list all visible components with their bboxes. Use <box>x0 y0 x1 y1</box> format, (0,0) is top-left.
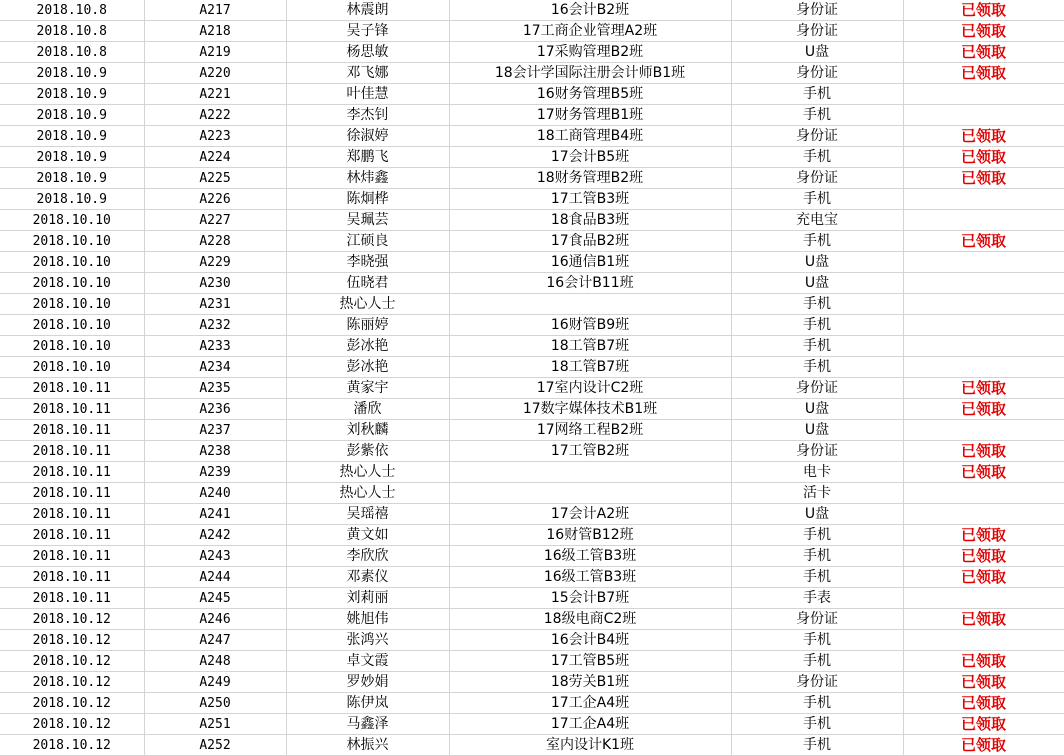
cell-name[interactable]: 陈丽婷 <box>286 315 449 336</box>
cell-code[interactable]: A237 <box>144 420 286 441</box>
cell-code[interactable]: A250 <box>144 693 286 714</box>
cell-date[interactable]: 2018.10.12 <box>0 630 144 651</box>
cell-status[interactable]: 已领取 <box>903 399 1064 420</box>
cell-class[interactable]: 18会计学国际注册会计师B1班 <box>449 63 731 84</box>
cell-status[interactable]: 已领取 <box>903 567 1064 588</box>
cell-item[interactable]: 手机 <box>731 147 903 168</box>
cell-code[interactable]: A233 <box>144 336 286 357</box>
cell-item[interactable]: U盘 <box>731 504 903 525</box>
cell-class[interactable]: 16财务管理B5班 <box>449 84 731 105</box>
cell-code[interactable]: A240 <box>144 483 286 504</box>
cell-code[interactable]: A225 <box>144 168 286 189</box>
cell-class[interactable]: 17网络工程B2班 <box>449 420 731 441</box>
cell-code[interactable]: A219 <box>144 42 286 63</box>
table-row <box>0 693 1064 714</box>
cell-item[interactable]: 电卡 <box>731 462 903 483</box>
cell-code[interactable]: A238 <box>144 441 286 462</box>
cell-status[interactable] <box>903 630 1064 651</box>
cell-item[interactable]: 手机 <box>731 651 903 672</box>
table-row <box>0 189 1064 210</box>
cell-name[interactable]: 彭冰艳 <box>286 336 449 357</box>
table-row <box>0 21 1064 42</box>
cell-status[interactable]: 已领取 <box>903 693 1064 714</box>
cell-item[interactable]: 手机 <box>731 693 903 714</box>
cell-name[interactable]: 热心人士 <box>286 483 449 504</box>
cell-date[interactable]: 2018.10.10 <box>0 315 144 336</box>
table-row <box>0 651 1064 672</box>
cell-code[interactable]: A223 <box>144 126 286 147</box>
cell-status[interactable]: 已领取 <box>903 126 1064 147</box>
cell-date[interactable]: 2018.10.12 <box>0 714 144 735</box>
cell-date[interactable]: 2018.10.9 <box>0 105 144 126</box>
cell-name[interactable]: 郑鹏飞 <box>286 147 449 168</box>
cell-name[interactable]: 李欣欣 <box>286 546 449 567</box>
cell-item[interactable]: 身份证 <box>731 63 903 84</box>
table-row <box>0 546 1064 567</box>
cell-code[interactable]: A224 <box>144 147 286 168</box>
table-row <box>0 0 1064 21</box>
table-row <box>0 714 1064 735</box>
cell-code[interactable]: A228 <box>144 231 286 252</box>
cell-code[interactable]: A241 <box>144 504 286 525</box>
cell-code[interactable]: A218 <box>144 21 286 42</box>
cell-item[interactable]: 手机 <box>731 546 903 567</box>
cell-name[interactable]: 杨思敏 <box>286 42 449 63</box>
cell-name[interactable]: 马鑫泽 <box>286 714 449 735</box>
cell-code[interactable]: A252 <box>144 735 286 756</box>
cell-status[interactable] <box>903 483 1064 504</box>
cell-date[interactable]: 2018.10.9 <box>0 189 144 210</box>
cell-status[interactable]: 已领取 <box>903 231 1064 252</box>
cell-class[interactable]: 18食品B3班 <box>449 210 731 231</box>
table-row <box>0 126 1064 147</box>
cell-date[interactable]: 2018.10.11 <box>0 462 144 483</box>
cell-status[interactable] <box>903 504 1064 525</box>
cell-item[interactable]: 手机 <box>731 567 903 588</box>
cell-date[interactable]: 2018.10.12 <box>0 609 144 630</box>
cell-status[interactable] <box>903 210 1064 231</box>
cell-date[interactable]: 2018.10.11 <box>0 567 144 588</box>
table-row <box>0 483 1064 504</box>
cell-code[interactable]: A251 <box>144 714 286 735</box>
cell-item[interactable]: 手表 <box>731 588 903 609</box>
cell-class[interactable]: 17工企A4班 <box>449 714 731 735</box>
cell-status[interactable]: 已领取 <box>903 609 1064 630</box>
cell-code[interactable]: A227 <box>144 210 286 231</box>
cell-date[interactable]: 2018.10.10 <box>0 210 144 231</box>
cell-date[interactable]: 2018.10.10 <box>0 336 144 357</box>
cell-date[interactable]: 2018.10.11 <box>0 525 144 546</box>
cell-item[interactable]: 手机 <box>731 525 903 546</box>
cell-name[interactable]: 刘秋麟 <box>286 420 449 441</box>
cell-status[interactable] <box>903 420 1064 441</box>
cell-status[interactable] <box>903 588 1064 609</box>
cell-date[interactable]: 2018.10.11 <box>0 588 144 609</box>
cell-status[interactable]: 已领取 <box>903 63 1064 84</box>
cell-item[interactable]: 身份证 <box>731 441 903 462</box>
cell-item[interactable]: 身份证 <box>731 168 903 189</box>
cell-date[interactable]: 2018.10.11 <box>0 420 144 441</box>
cell-name[interactable]: 热心人士 <box>286 462 449 483</box>
cell-class[interactable]: 15会计B7班 <box>449 588 731 609</box>
table-row <box>0 588 1064 609</box>
cell-code[interactable]: A222 <box>144 105 286 126</box>
table-row <box>0 168 1064 189</box>
cell-name[interactable]: 吴瑶禧 <box>286 504 449 525</box>
cell-code[interactable]: A230 <box>144 273 286 294</box>
cell-name[interactable]: 林振兴 <box>286 735 449 756</box>
cell-date[interactable]: 2018.10.8 <box>0 42 144 63</box>
cell-name[interactable]: 江硕良 <box>286 231 449 252</box>
cell-item[interactable]: U盘 <box>731 42 903 63</box>
cell-status[interactable]: 已领取 <box>903 546 1064 567</box>
cell-class[interactable]: 16级工管B3班 <box>449 546 731 567</box>
cell-date[interactable]: 2018.10.8 <box>0 21 144 42</box>
cell-name[interactable]: 陈炯桦 <box>286 189 449 210</box>
cell-class[interactable] <box>449 483 731 504</box>
cell-date[interactable]: 2018.10.10 <box>0 273 144 294</box>
cell-class[interactable]: 18劳关B1班 <box>449 672 731 693</box>
cell-status[interactable]: 已领取 <box>903 147 1064 168</box>
cell-code[interactable]: A249 <box>144 672 286 693</box>
cell-item[interactable]: 身份证 <box>731 21 903 42</box>
cell-code[interactable]: A234 <box>144 357 286 378</box>
cell-name[interactable]: 邓素仪 <box>286 567 449 588</box>
cell-status[interactable]: 已领取 <box>903 525 1064 546</box>
table-row <box>0 378 1064 399</box>
cell-item[interactable]: 手机 <box>731 294 903 315</box>
cell-class[interactable]: 18工商管理B4班 <box>449 126 731 147</box>
cell-class[interactable]: 17室内设计C2班 <box>449 378 731 399</box>
cell-date[interactable]: 2018.10.9 <box>0 168 144 189</box>
table-row <box>0 420 1064 441</box>
cell-item[interactable]: U盘 <box>731 420 903 441</box>
cell-code[interactable]: A231 <box>144 294 286 315</box>
cell-code[interactable]: A221 <box>144 84 286 105</box>
cell-class[interactable]: 17采购管理B2班 <box>449 42 731 63</box>
cell-class[interactable]: 16会计B11班 <box>449 273 731 294</box>
cell-item[interactable]: 身份证 <box>731 672 903 693</box>
cell-name[interactable]: 罗妙娟 <box>286 672 449 693</box>
cell-class[interactable]: 16级工管B3班 <box>449 567 731 588</box>
table-row <box>0 567 1064 588</box>
cell-code[interactable]: A245 <box>144 588 286 609</box>
cell-class[interactable]: 18工管B7班 <box>449 336 731 357</box>
cell-name[interactable]: 彭紫依 <box>286 441 449 462</box>
cell-date[interactable]: 2018.10.12 <box>0 693 144 714</box>
cell-name[interactable]: 吴珮芸 <box>286 210 449 231</box>
cell-name[interactable]: 卓文霞 <box>286 651 449 672</box>
cell-status[interactable] <box>903 336 1064 357</box>
cell-name[interactable]: 陈伊岚 <box>286 693 449 714</box>
cell-item[interactable]: 身份证 <box>731 126 903 147</box>
table-row <box>0 630 1064 651</box>
cell-code[interactable]: A244 <box>144 567 286 588</box>
cell-class[interactable]: 17食品B2班 <box>449 231 731 252</box>
cell-code[interactable]: A235 <box>144 378 286 399</box>
cell-code[interactable]: A229 <box>144 252 286 273</box>
cell-code[interactable]: A248 <box>144 651 286 672</box>
cell-class[interactable]: 18级电商C2班 <box>449 609 731 630</box>
table-row <box>0 441 1064 462</box>
cell-item[interactable]: U盘 <box>731 252 903 273</box>
cell-status[interactable] <box>903 357 1064 378</box>
table-row <box>0 525 1064 546</box>
cell-status[interactable] <box>903 273 1064 294</box>
cell-status[interactable] <box>903 189 1064 210</box>
cell-status[interactable]: 已领取 <box>903 672 1064 693</box>
cell-name[interactable]: 李晓强 <box>286 252 449 273</box>
cell-class[interactable]: 17数字媒体技术B1班 <box>449 399 731 420</box>
cell-class[interactable]: 16通信B1班 <box>449 252 731 273</box>
cell-item[interactable]: 手机 <box>731 630 903 651</box>
cell-name[interactable]: 潘欣 <box>286 399 449 420</box>
cell-status[interactable]: 已领取 <box>903 651 1064 672</box>
cell-status[interactable]: 已领取 <box>903 462 1064 483</box>
cell-item[interactable]: 充电宝 <box>731 210 903 231</box>
cell-date[interactable]: 2018.10.8 <box>0 0 144 21</box>
cell-date[interactable]: 2018.10.9 <box>0 63 144 84</box>
cell-item[interactable]: 手机 <box>731 714 903 735</box>
cell-status[interactable]: 已领取 <box>903 21 1064 42</box>
cell-item[interactable]: 手机 <box>731 315 903 336</box>
cell-status[interactable]: 已领取 <box>903 441 1064 462</box>
table-row <box>0 735 1064 756</box>
cell-code[interactable]: A247 <box>144 630 286 651</box>
table-row <box>0 315 1064 336</box>
cell-name[interactable]: 邓飞娜 <box>286 63 449 84</box>
cell-code[interactable]: A220 <box>144 63 286 84</box>
cell-status[interactable] <box>903 294 1064 315</box>
cell-class[interactable] <box>449 294 731 315</box>
cell-class[interactable]: 室内设计K1班 <box>449 735 731 756</box>
cell-class[interactable]: 17工企A4班 <box>449 693 731 714</box>
cell-class[interactable]: 17工管B5班 <box>449 651 731 672</box>
table-row <box>0 84 1064 105</box>
cell-date[interactable]: 2018.10.11 <box>0 399 144 420</box>
table-row <box>0 42 1064 63</box>
cell-date[interactable]: 2018.10.12 <box>0 672 144 693</box>
cell-name[interactable]: 热心人士 <box>286 294 449 315</box>
cell-name[interactable]: 李杰钊 <box>286 105 449 126</box>
cell-class[interactable]: 16会计B2班 <box>449 0 731 21</box>
cell-class[interactable]: 18工管B7班 <box>449 357 731 378</box>
cell-name[interactable]: 吴子锋 <box>286 21 449 42</box>
cell-code[interactable]: A232 <box>144 315 286 336</box>
cell-name[interactable]: 徐淑婷 <box>286 126 449 147</box>
cell-item[interactable]: 手机 <box>731 231 903 252</box>
cell-item[interactable]: U盘 <box>731 399 903 420</box>
cell-date[interactable]: 2018.10.11 <box>0 378 144 399</box>
table-row <box>0 231 1064 252</box>
cell-item[interactable]: 手机 <box>731 735 903 756</box>
cell-item[interactable]: 手机 <box>731 336 903 357</box>
cell-code[interactable]: A242 <box>144 525 286 546</box>
cell-item[interactable]: 手机 <box>731 84 903 105</box>
cell-name[interactable]: 黄文如 <box>286 525 449 546</box>
cell-name[interactable]: 林炜鑫 <box>286 168 449 189</box>
cell-name[interactable]: 彭冰艳 <box>286 357 449 378</box>
cell-date[interactable]: 2018.10.11 <box>0 441 144 462</box>
cell-date[interactable]: 2018.10.11 <box>0 483 144 504</box>
cell-item[interactable]: 手机 <box>731 105 903 126</box>
table-row <box>0 399 1064 420</box>
cell-date[interactable]: 2018.10.11 <box>0 546 144 567</box>
cell-class[interactable]: 17工商企业管理A2班 <box>449 21 731 42</box>
cell-class[interactable]: 17财务管理B1班 <box>449 105 731 126</box>
cell-date[interactable]: 2018.10.10 <box>0 294 144 315</box>
table-row <box>0 336 1064 357</box>
table-row <box>0 672 1064 693</box>
cell-date[interactable]: 2018.10.10 <box>0 357 144 378</box>
cell-status[interactable]: 已领取 <box>903 0 1064 21</box>
cell-item[interactable]: 手机 <box>731 189 903 210</box>
cell-name[interactable]: 林震朗 <box>286 0 449 21</box>
cell-class[interactable]: 17会计A2班 <box>449 504 731 525</box>
cell-class[interactable]: 16财管B12班 <box>449 525 731 546</box>
cell-name[interactable]: 刘莉丽 <box>286 588 449 609</box>
cell-name[interactable]: 张鸿兴 <box>286 630 449 651</box>
table-row <box>0 609 1064 630</box>
cell-date[interactable]: 2018.10.10 <box>0 252 144 273</box>
cell-date[interactable]: 2018.10.11 <box>0 504 144 525</box>
cell-status[interactable] <box>903 84 1064 105</box>
cell-item[interactable]: 身份证 <box>731 0 903 21</box>
cell-class[interactable]: 17工管B3班 <box>449 189 731 210</box>
cell-name[interactable]: 伍晓君 <box>286 273 449 294</box>
cell-status[interactable] <box>903 252 1064 273</box>
cell-status[interactable]: 已领取 <box>903 714 1064 735</box>
cell-class[interactable]: 16会计B4班 <box>449 630 731 651</box>
cell-status[interactable]: 已领取 <box>903 42 1064 63</box>
cell-code[interactable]: A226 <box>144 189 286 210</box>
table-row <box>0 504 1064 525</box>
cell-code[interactable]: A236 <box>144 399 286 420</box>
cell-code[interactable]: A246 <box>144 609 286 630</box>
table-row <box>0 210 1064 231</box>
cell-class[interactable]: 16财管B9班 <box>449 315 731 336</box>
cell-date[interactable]: 2018.10.10 <box>0 231 144 252</box>
cell-item[interactable]: 活卡 <box>731 483 903 504</box>
table-row <box>0 147 1064 168</box>
table-row <box>0 462 1064 483</box>
table-row <box>0 294 1064 315</box>
cell-class[interactable]: 17工管B2班 <box>449 441 731 462</box>
cell-date[interactable]: 2018.10.9 <box>0 147 144 168</box>
table-row <box>0 63 1064 84</box>
table-row <box>0 252 1064 273</box>
cell-date[interactable]: 2018.10.12 <box>0 735 144 756</box>
cell-class[interactable]: 17会计B5班 <box>449 147 731 168</box>
cell-code[interactable]: A243 <box>144 546 286 567</box>
cell-status[interactable]: 已领取 <box>903 168 1064 189</box>
cell-code[interactable]: A217 <box>144 0 286 21</box>
table-row <box>0 357 1064 378</box>
cell-status[interactable] <box>903 105 1064 126</box>
cell-name[interactable]: 叶佳慧 <box>286 84 449 105</box>
cell-date[interactable]: 2018.10.9 <box>0 84 144 105</box>
cell-name[interactable]: 姚旭伟 <box>286 609 449 630</box>
cell-date[interactable]: 2018.10.9 <box>0 126 144 147</box>
cell-name[interactable]: 黄家宇 <box>286 378 449 399</box>
cell-status[interactable] <box>903 315 1064 336</box>
cell-item[interactable]: 身份证 <box>731 609 903 630</box>
table-row <box>0 105 1064 126</box>
cell-item[interactable]: U盘 <box>731 273 903 294</box>
cell-item[interactable]: 身份证 <box>731 378 903 399</box>
cell-status[interactable]: 已领取 <box>903 735 1064 756</box>
cell-class[interactable]: 18财务管理B2班 <box>449 168 731 189</box>
table-row <box>0 273 1064 294</box>
cell-code[interactable]: A239 <box>144 462 286 483</box>
cell-item[interactable]: 手机 <box>731 357 903 378</box>
cell-date[interactable]: 2018.10.12 <box>0 651 144 672</box>
cell-status[interactable]: 已领取 <box>903 378 1064 399</box>
cell-class[interactable] <box>449 462 731 483</box>
